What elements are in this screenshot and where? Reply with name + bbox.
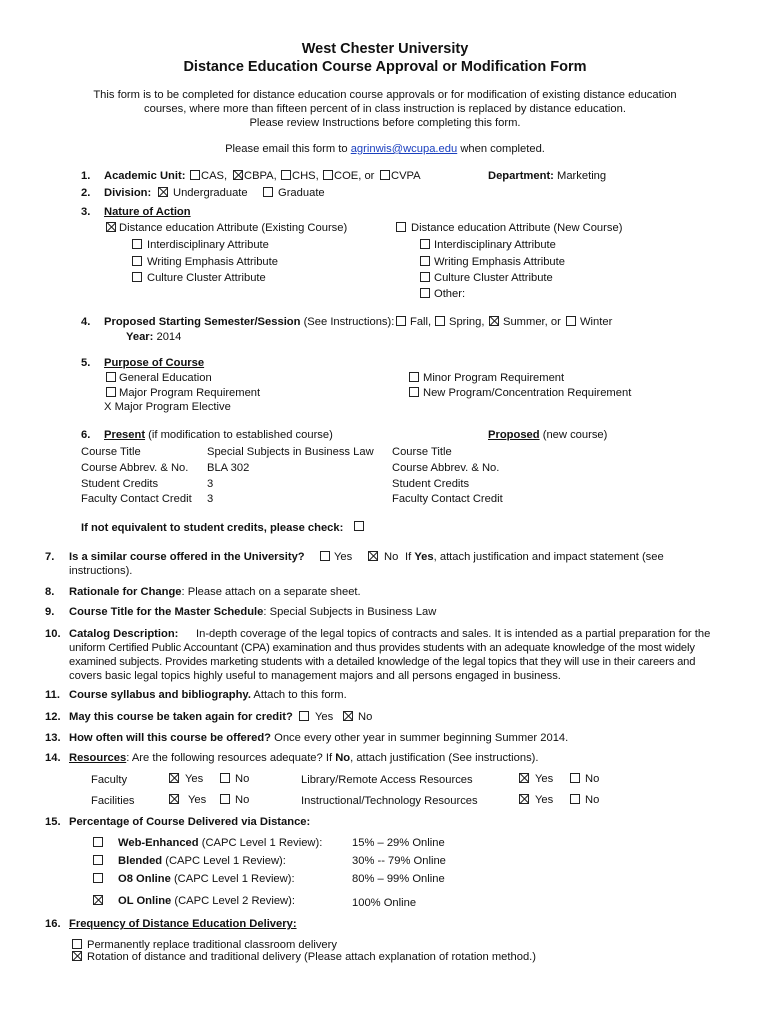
new-writing-checkbox[interactable] (420, 256, 430, 266)
existing-culture-label: Culture Cluster Attribute (147, 272, 266, 284)
academic-unit-label: Academic Unit (104, 170, 182, 182)
undergraduate-label: Undergraduate (173, 187, 248, 199)
s13-number: 13. (45, 732, 61, 744)
library-no-label: No (585, 773, 600, 785)
catalog-line-1: In-depth coverage of the legal topics of contracts and sales. It is intended as a partial preparation for the (196, 628, 711, 640)
blended-checkbox[interactable] (93, 855, 103, 865)
minor-requirement-label: Minor Program Requirement (423, 372, 565, 384)
department-value[interactable]: Marketing (557, 170, 607, 182)
winter-label: Winter (580, 316, 613, 328)
existing-culture-checkbox[interactable] (132, 272, 142, 282)
blended-review: (CAPC Level 1 Review): (162, 855, 286, 867)
o8-online-name: O8 Online (118, 873, 171, 885)
permanent-replace-checkbox[interactable] (72, 939, 82, 949)
major-requirement-checkbox[interactable] (106, 387, 116, 397)
general-education-label: General Education (119, 372, 212, 384)
facilities-no-label: No (235, 794, 250, 806)
o8-online-row (118, 872, 295, 886)
present-course-title-value[interactable]: Special Subjects in Business Law (207, 446, 374, 458)
blended-name: Blended (118, 855, 163, 867)
semester-row (104, 315, 394, 329)
catalog-line-4: covers basic legal topics highly useful to management majors and all persons engaged in business. (69, 670, 561, 682)
s6-number: 6. (81, 429, 91, 441)
ol-online-row (118, 894, 295, 908)
new-program-label: New Program/Concentration Requirement (423, 387, 632, 399)
o8-online-range: 80% – 99% Online (352, 873, 445, 885)
present-note: (if modification to established course) (145, 429, 333, 441)
library-label: Library/Remote Access Resources (301, 774, 473, 786)
library-yes-label: Yes (535, 773, 554, 785)
new-program-checkbox[interactable] (409, 387, 419, 397)
form-subtitle: Distance Education Course Approval or Modification Form (183, 59, 587, 75)
graduate-label: Graduate (278, 187, 325, 199)
catalog-line-2: uniform Certified Public Accountant (CPA) examination and thus provides students with an adequate knowledge of the most widely (69, 642, 695, 654)
similar-note-if: If (405, 551, 415, 563)
unit-cbpa-label: CBPA, (244, 170, 277, 182)
new-other-label: Other: (434, 288, 466, 300)
unit-cbpa-checkbox[interactable] (233, 170, 243, 180)
nature-of-action-label: Nature of Action (104, 206, 191, 218)
spring-label: Spring, (449, 316, 485, 328)
new-culture-checkbox[interactable] (420, 272, 430, 282)
proposed-student-credits-label: Student Credits (392, 478, 470, 490)
academic-unit-row: Academic Unit: (104, 170, 186, 182)
major-requirement-label: Major Program Requirement (119, 387, 261, 399)
o8-online-checkbox[interactable] (93, 873, 103, 883)
year-value[interactable]: 2014 (156, 331, 182, 343)
instructional-label: Instructional/Technology Resources (301, 795, 478, 807)
existing-course-checkbox[interactable] (106, 222, 116, 232)
unit-chs-checkbox[interactable] (281, 170, 291, 180)
existing-interdisciplinary-label: Interdisciplinary Attribute (147, 239, 269, 251)
repeat-yes-checkbox[interactable] (299, 711, 309, 721)
percentage-label: Percentage of Course Delivered via Distance: (69, 816, 311, 828)
web-enhanced-range: 15% – 29% Online (352, 837, 445, 849)
s8-number: 8. (45, 586, 55, 598)
proposed-label: Proposed (488, 429, 540, 441)
present-faculty-credit-label: Faculty Contact Credit (81, 493, 192, 505)
email-instruction (0, 142, 770, 156)
repeat-no-label: No (358, 711, 373, 723)
similar-course-label: Is a similar course offered in the University? (69, 551, 305, 563)
unit-cvpa-label: CVPA (391, 170, 421, 182)
master-title-row (69, 605, 436, 619)
intro-line-1: This form is to be completed for distance education course approvals or for modification of existing distance education (93, 89, 677, 101)
department-field (488, 169, 606, 183)
web-enhanced-name: Web-Enhanced (118, 837, 199, 849)
s11-number: 11. (45, 689, 60, 701)
faculty-yes-label: Yes (185, 773, 204, 785)
instructional-no-label: No (585, 794, 600, 806)
similar-no-checkbox[interactable] (368, 551, 378, 561)
similar-yes-checkbox[interactable] (320, 551, 330, 561)
present-faculty-credit-value[interactable]: 3 (207, 493, 214, 505)
s3-number: 3. (81, 206, 91, 218)
semester-note: (See Instructions): (300, 316, 395, 328)
s7-number: 7. (45, 551, 55, 563)
web-enhanced-review: (CAPC Level 1 Review): (198, 837, 323, 849)
new-other-checkbox[interactable] (420, 288, 430, 298)
unit-cas-checkbox[interactable] (190, 170, 200, 180)
ol-online-checkbox[interactable] (93, 895, 103, 905)
similar-note-rest: , attach justification and impact statement (see (433, 551, 664, 563)
master-title-label: Course Title for the Master Schedule (69, 606, 264, 618)
existing-course-label: Distance education Attribute (Existing Course) (119, 222, 348, 234)
present-heading (104, 428, 333, 442)
new-course-checkbox[interactable] (396, 222, 406, 232)
present-student-credits-value[interactable]: 3 (207, 478, 214, 490)
ol-online-range: 100% Online (352, 897, 417, 909)
unit-chs-label: CHS, (292, 170, 319, 182)
repeat-yes-label: Yes (315, 711, 334, 723)
new-writing-label: Writing Emphasis Attribute (434, 256, 565, 268)
existing-writing-label: Writing Emphasis Attribute (147, 256, 278, 268)
intro-line-3: Please review Instructions before completing this form. (249, 117, 521, 129)
major-elective-label: X Major Program Elective (104, 401, 231, 413)
similar-note-line2: instructions). (69, 565, 133, 577)
syllabus-row (69, 688, 347, 702)
proposed-note: (new course) (539, 429, 608, 441)
web-enhanced-checkbox[interactable] (93, 837, 103, 847)
year-label: Year: (126, 331, 154, 343)
library-yes-checkbox[interactable] (519, 773, 529, 783)
web-enhanced-row (118, 836, 322, 850)
present-label: Present (104, 429, 146, 441)
proposed-course-title-label: Course Title (392, 446, 452, 458)
o8-online-review: (CAPC Level 1 Review): (170, 873, 295, 885)
form-title: West Chester University (301, 41, 469, 57)
s2-number: 2. (81, 187, 91, 199)
catalog-line-3: examined subjects. Provides marketing students with a detailed knowledge of the legal topics that they will use in their careers and (69, 656, 696, 668)
resources-text-b: , attach justification (See instructions). (350, 752, 539, 764)
facilities-yes-checkbox[interactable] (169, 794, 179, 804)
fall-label: Fall, (410, 316, 432, 328)
s5-number: 5. (81, 357, 91, 369)
s4-number: 4. (81, 316, 91, 328)
existing-writing-checkbox[interactable] (132, 256, 142, 266)
library-no-checkbox[interactable] (570, 773, 580, 783)
s14-number: 14. (45, 752, 61, 764)
resources-text-a: : Are the following resources adequate? If (126, 752, 336, 764)
faculty-label: Faculty (91, 774, 128, 786)
fall-checkbox[interactable] (396, 316, 406, 326)
unit-coe-checkbox[interactable] (323, 170, 333, 180)
summer-checkbox[interactable] (489, 316, 499, 326)
intro-line-2: courses, where more than fifteen percent of in class instruction is replaced by distance education. (144, 103, 626, 115)
rotation-checkbox[interactable] (72, 951, 82, 961)
ol-online-review: (CAPC Level 2 Review): (171, 895, 295, 907)
email-link[interactable]: agrinwis@wcupa.edu (350, 143, 458, 155)
minor-requirement-checkbox[interactable] (409, 372, 419, 382)
graduate-checkbox[interactable] (263, 187, 273, 197)
ol-online-name: OL Online (118, 895, 172, 907)
resources-text-no: No (335, 752, 351, 764)
equivalence-label: If not equivalent to student credits, please check: (81, 522, 344, 534)
frequency-value[interactable]: Once every other year in summer beginning Summer 2014. (271, 732, 569, 744)
new-culture-label: Culture Cluster Attribute (434, 272, 553, 284)
s15-number: 15. (45, 816, 61, 828)
summer-label: Summer, or (503, 316, 561, 328)
similar-no-label: No (384, 551, 399, 563)
unit-cas-label: CAS, (201, 170, 228, 182)
proposed-faculty-credit-label: Faculty Contact Credit (392, 493, 503, 505)
facilities-label: Facilities (91, 795, 135, 807)
equivalence-checkbox[interactable] (354, 521, 364, 531)
undergraduate-checkbox[interactable] (158, 187, 168, 197)
repeat-credit-label: May this course be taken again for credit? (69, 711, 293, 723)
s9-number: 9. (45, 606, 55, 618)
new-course-label: Distance education Attribute (New Course) (411, 222, 623, 234)
present-course-title-label: Course Title (81, 446, 141, 458)
instructional-yes-label: Yes (535, 794, 554, 806)
frequency-row (69, 731, 568, 745)
rotation-label: Rotation of distance and traditional delivery (Please attach explanation of rotation method.) (87, 951, 537, 963)
present-course-abbrev-label: Course Abbrev. & No. (81, 462, 189, 474)
s12-number: 12. (45, 711, 61, 723)
new-interdisciplinary-checkbox[interactable] (420, 239, 430, 249)
new-interdisciplinary-label: Interdisciplinary Attribute (434, 239, 556, 251)
proposed-course-abbrev-label: Course Abbrev. & No. (392, 462, 500, 474)
division-label: Division: (104, 187, 152, 199)
department-label: Department: (488, 170, 554, 182)
purpose-label: Purpose of Course (104, 357, 205, 369)
s10-number: 10. (45, 628, 61, 640)
frequency-label: How often will this course be offered? (69, 732, 272, 744)
instructional-yes-checkbox[interactable] (519, 794, 529, 804)
delivery-frequency-label: Frequency of Distance Education Delivery: (69, 918, 297, 930)
present-course-abbrev-value[interactable]: BLA 302 (207, 462, 250, 474)
facilities-yes-label: Yes (188, 794, 207, 806)
winter-checkbox[interactable] (566, 316, 576, 326)
syllabus-text: Attach to this form. (250, 689, 347, 701)
catalog-description-label: Catalog Description: (69, 628, 179, 640)
proposed-heading (488, 428, 607, 442)
permanent-replace-label: Permanently replace traditional classroom delivery (87, 939, 337, 951)
syllabus-label: Course syllabus and bibliography. (69, 689, 251, 701)
unit-cvpa-checkbox[interactable] (380, 170, 390, 180)
email-suffix: when completed. (457, 143, 545, 155)
resources-row (69, 751, 539, 765)
rationale-text: : Please attach on a separate sheet. (181, 586, 361, 598)
faculty-no-label: No (235, 773, 250, 785)
present-student-credits-label: Student Credits (81, 478, 159, 490)
repeat-no-checkbox[interactable] (343, 711, 353, 721)
year-field (126, 330, 181, 344)
blended-row (118, 854, 286, 868)
similar-note-yes: Yes (414, 551, 434, 563)
facilities-no-checkbox[interactable] (220, 794, 230, 804)
master-title-value[interactable]: : Special Subjects in Business Law (263, 606, 437, 618)
resources-label: Resources (69, 752, 127, 764)
email-prefix: Please email this form to (225, 143, 351, 155)
unit-coe-label: COE, or (334, 170, 375, 182)
faculty-no-checkbox[interactable] (220, 773, 230, 783)
rationale-row (69, 585, 361, 599)
s16-number: 16. (45, 918, 61, 930)
instructional-no-checkbox[interactable] (570, 794, 580, 804)
rationale-label: Rationale for Change (69, 586, 182, 598)
semester-label: Proposed Starting Semester/Session (104, 316, 301, 328)
faculty-yes-checkbox[interactable] (169, 773, 179, 783)
spring-checkbox[interactable] (435, 316, 445, 326)
similar-note (405, 550, 664, 564)
s1-number: 1. (81, 170, 91, 182)
existing-interdisciplinary-checkbox[interactable] (132, 239, 142, 249)
similar-yes-label: Yes (334, 551, 353, 563)
general-education-checkbox[interactable] (106, 372, 116, 382)
blended-range: 30% -- 79% Online (352, 855, 446, 867)
